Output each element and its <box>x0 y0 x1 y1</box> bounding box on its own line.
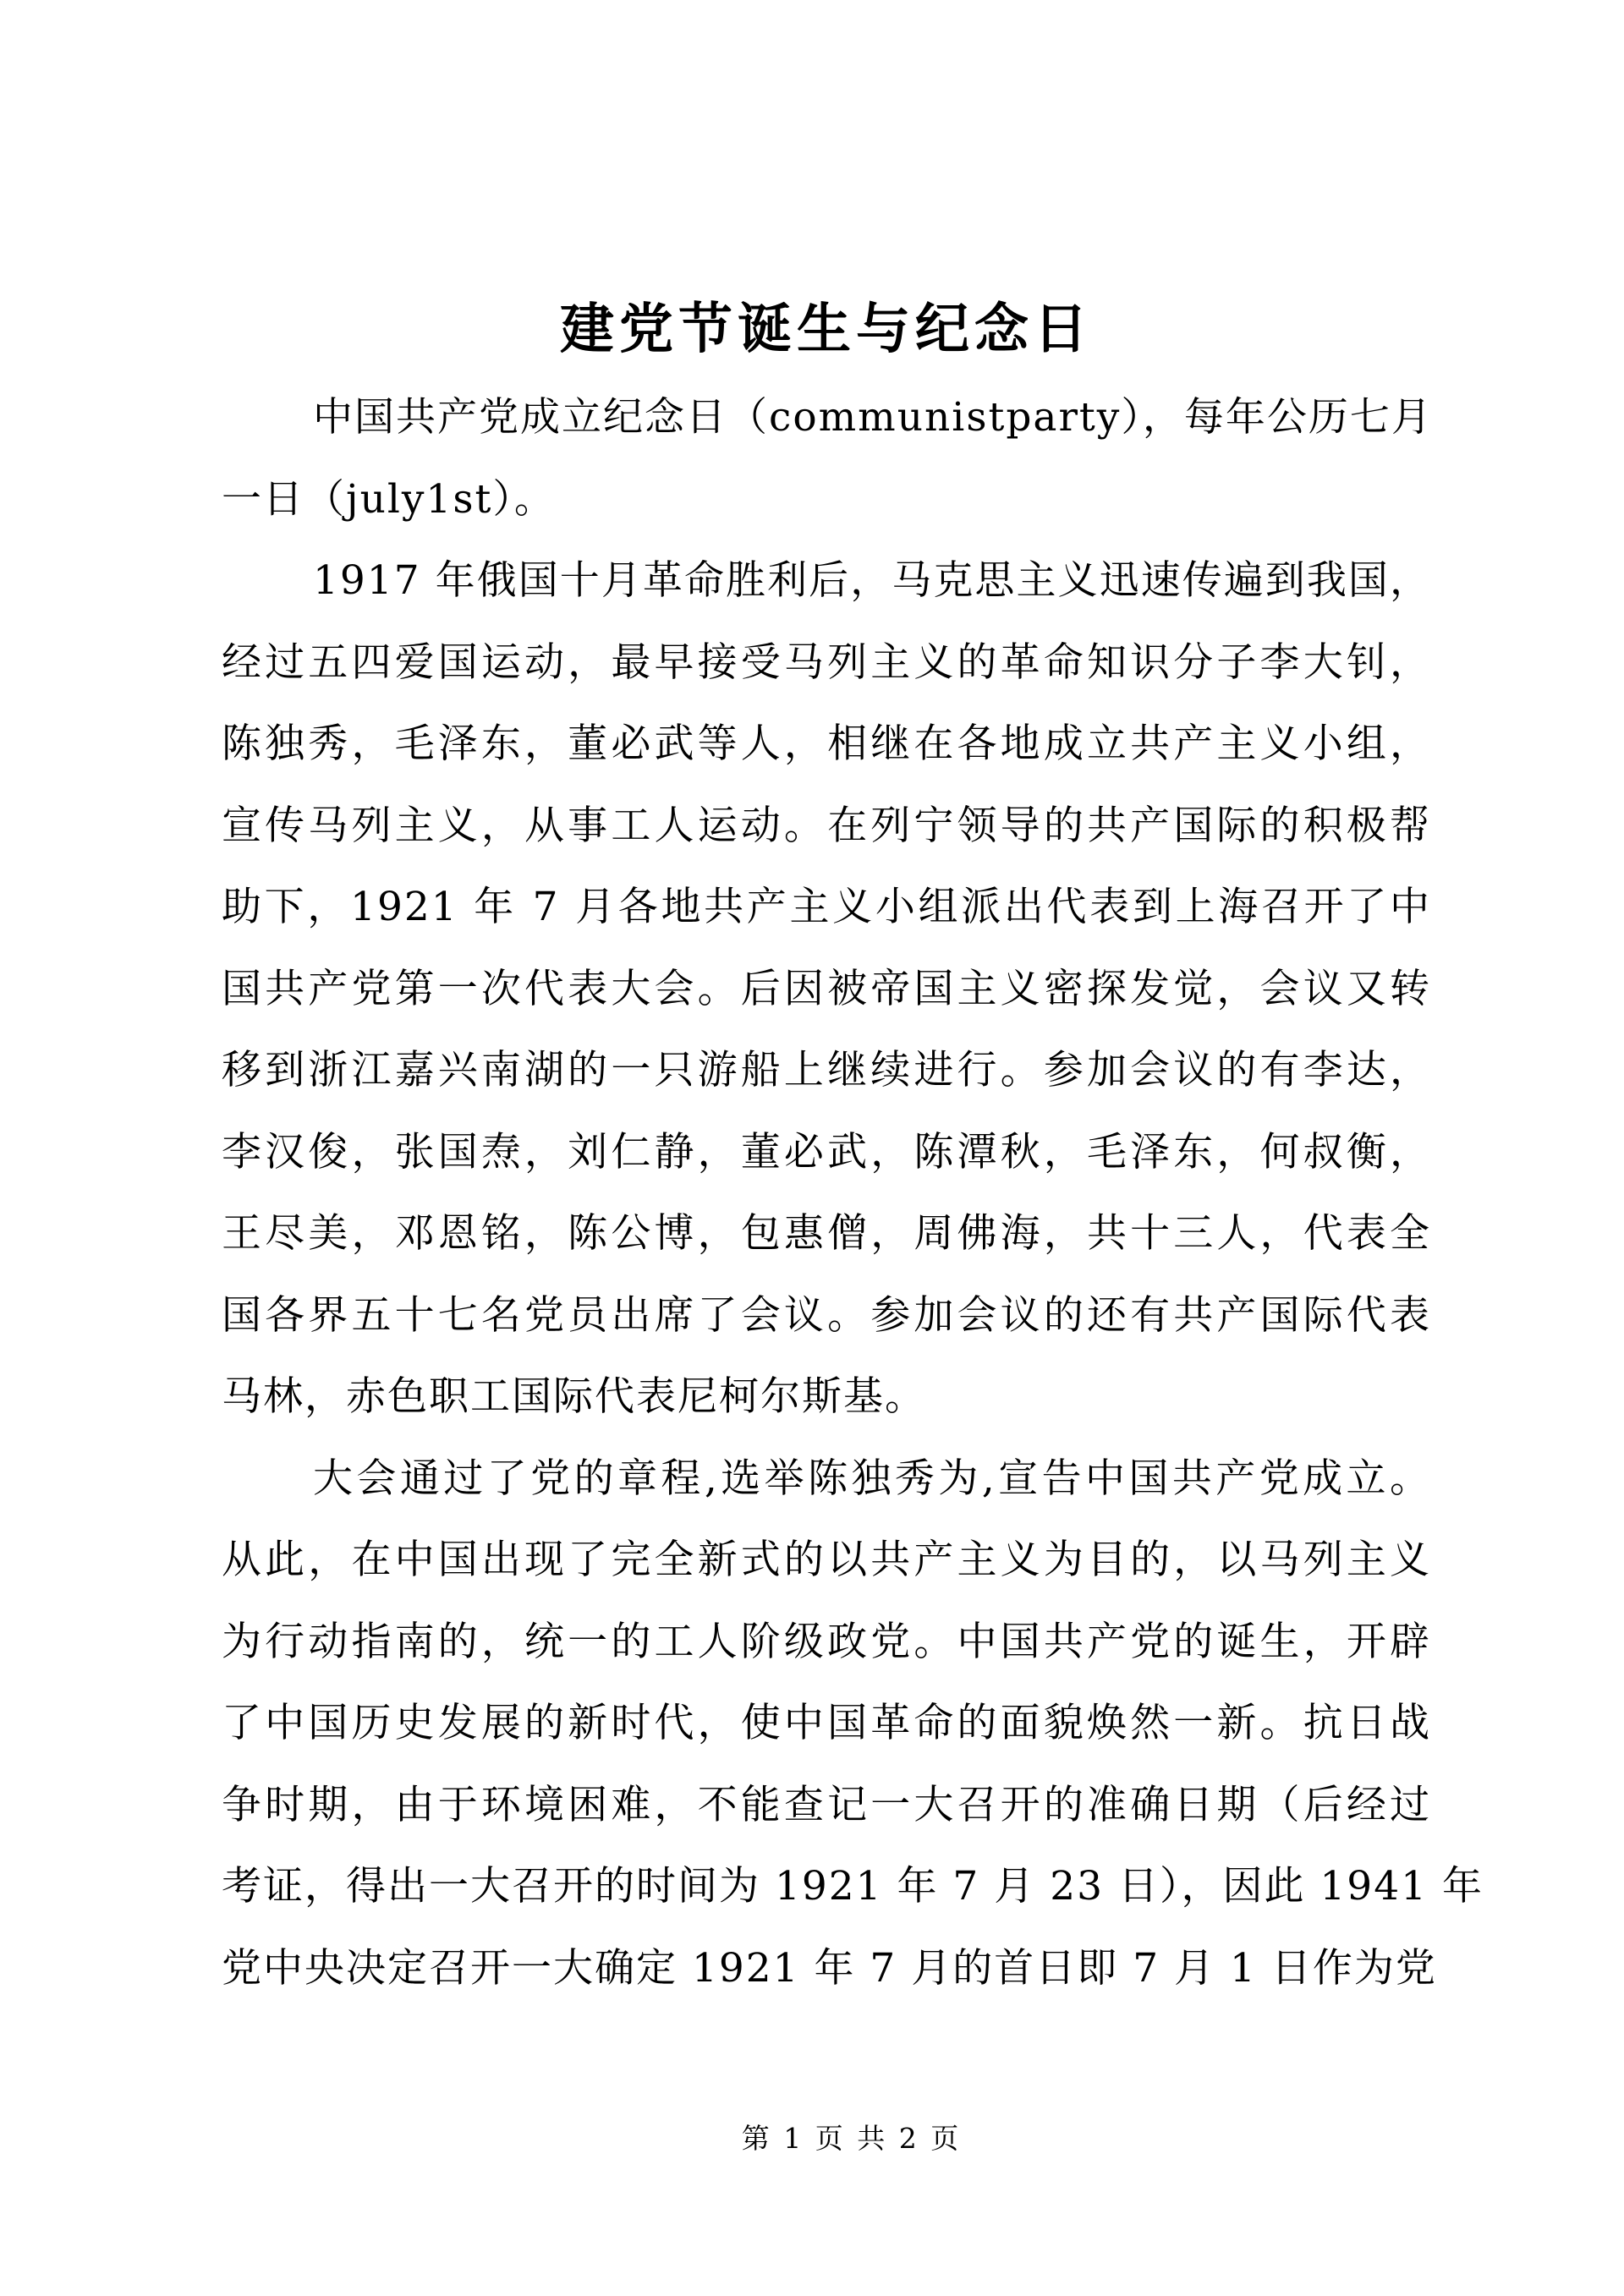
paragraph-3 <box>222 1438 1484 2010</box>
paragraph-line: 为行动指南的，统一的工人阶级政党。中国共产党的诞生，开辟 <box>222 1618 1431 1665</box>
paragraph-line: 争时期，由于环境困难，不能查记一大召开的准确日期（后经过 <box>222 1781 1431 1828</box>
document-title: 建党节诞生与纪念日 <box>560 298 1093 361</box>
paragraph-line: 中国共产党成立纪念日（communistparty），每年公历七月 <box>313 394 1433 441</box>
paragraph-line: 了中国历史发展的新时代，使中国革命的面貌焕然一新。抗日战 <box>222 1700 1431 1746</box>
document-body <box>222 377 1484 2009</box>
paragraph-2 <box>222 540 1431 1438</box>
paragraph-line: 宣传马列主义，从事工人运动。在列宁领导的共产国际的积极帮 <box>222 802 1431 849</box>
paragraph-line: 考证，得出一大召开的时间为 1921 年 7 月 23 日），因此 1941 年 <box>222 1863 1484 1910</box>
paragraph-line: 王尽美，邓恩铭，陈公博，包惠僧，周佛海，共十三人，代表全 <box>222 1210 1431 1257</box>
paragraph-line: 从此，在中国出现了完全新式的以共产主义为目的，以马列主义 <box>222 1537 1431 1583</box>
paragraph-line: 移到浙江嘉兴南湖的一只游船上继续进行。参加会议的有李达， <box>222 1047 1431 1093</box>
paragraph-line: 经过五四爱国运动，最早接受马列主义的革命知识分子李大钊， <box>222 638 1431 686</box>
paragraph-line: 国各界五十七名党员出席了会议。参加会议的还有共产国际代表 <box>222 1291 1431 1339</box>
paragraph-line: 一日（july1st）。 <box>222 475 556 523</box>
paragraph-line: 党中央决定召开一大确定 1921 年 7 月的首日即 7 月 1 日作为党 <box>222 1944 1437 1992</box>
paragraph-line: 李汉俊，张国焘，刘仁静，董必武，陈潭秋，毛泽东，何叔衡， <box>222 1128 1431 1175</box>
paragraph-line: 大会通过了党的章程,选举陈独秀为,宣告中国共产党成立。 <box>313 1455 1431 1502</box>
paragraph-line: 1917 年俄国十月革命胜利后，马克思主义迅速传遍到我国， <box>313 557 1431 604</box>
page-number-footer: 第 1 页 共 2 页 <box>741 2122 959 2155</box>
paragraph-line: 马林，赤色职工国际代表尼柯尔斯基。 <box>222 1373 926 1420</box>
paragraph-line: 陈独秀，毛泽东，董必武等人，相继在各地成立共产主义小组， <box>222 721 1431 767</box>
paragraph-line: 国共产党第一次代表大会。后因被帝国主义密探发觉，会议又转 <box>222 965 1431 1012</box>
paragraph-1 <box>222 377 1431 540</box>
paragraph-line: 助下，1921 年 7 月各地共产主义小组派出代表到上海召开了中 <box>222 884 1431 930</box>
